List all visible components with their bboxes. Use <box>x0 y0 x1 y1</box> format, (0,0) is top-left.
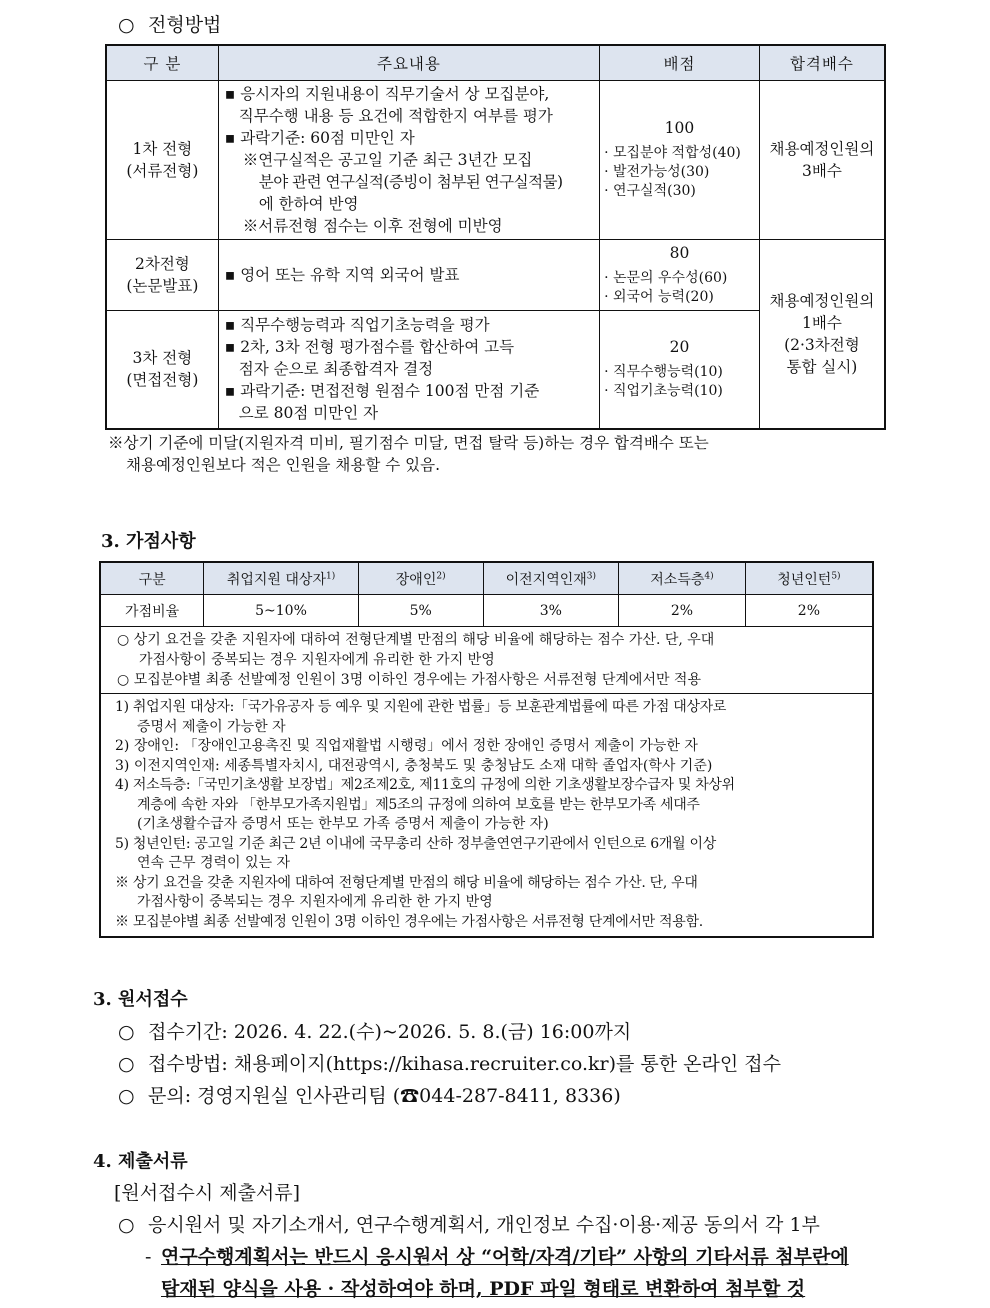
stage3-content: ▪ 직무수행능력과 직업기초능력을 평가 ▪ 2차, 3차 전형 평가점수를 합산하여 고득 점자 순으로 최종합격자 결정 ▪ 과락기준: 면접전형 원점수 100점 만점 기준 으로 80점 미만인 자 <box>218 311 599 429</box>
bonus-header-youth-intern: 청년인턴$^{5)}$ <box>745 562 873 595</box>
documents-emphasis-line1: - 연구수행계획서는 반드시 응시원서 상 “어학/자격/기타” 사항의 기타서류 첨부란에 <box>145 1246 849 1268</box>
bonus-notes-row <box>100 627 873 694</box>
stage2-score: 80 · 논문의 우수성(60) · 외국어 능력(20) <box>600 240 760 311</box>
stage1-score: 100 · 모집분야 적합성(40) · 발전가능성(30) · 연구실적(30) <box>600 81 760 240</box>
circle-bullet-icon: ○ <box>118 1021 135 1043</box>
bonus-footnotes-row <box>100 694 873 938</box>
bonus-value-disabled: 5% <box>358 595 483 627</box>
stage2-name: 2차전형 (논문발표) <box>106 240 218 311</box>
bonus-value-youth-intern: 2% <box>745 595 873 627</box>
header-content: 주요내용 <box>218 45 599 81</box>
table-row-stage2 <box>106 240 885 311</box>
header-score: 배점 <box>600 45 760 81</box>
bonus-header-veterans: 취업지원 대상자$^{1)}$ <box>204 562 359 595</box>
application-period: ○ 접수기간: 2026. 4. 22.(수)~2026. 5. 8.(금) 16:00까지 <box>118 1021 632 1043</box>
application-contact: ○ 문의: 경영지원실 인사관리팀 (☎044-287-8411, 8336) <box>118 1085 621 1107</box>
bonus-header-disabled: 장애인$^{2)}$ <box>358 562 483 595</box>
stage2-content: ▪ 영어 또는 유학 지역 외국어 발표 <box>218 240 599 311</box>
bonus-header-low-income: 저소득층$^{4)}$ <box>619 562 746 595</box>
dash-bullet-icon: - <box>145 1246 152 1268</box>
bonus-value-row <box>100 595 873 627</box>
section-title-bonus: 3. 가점사항 <box>101 531 196 552</box>
bonus-header-category: 구분 <box>100 562 204 595</box>
application-method: ○ 접수방법: 채용페이지(https://kihasa.recruiter.co.kr)를 통한 온라인 접수 <box>118 1053 781 1075</box>
table-header-row <box>106 45 885 81</box>
stage1-content: ▪ 응시자의 지원내용이 직무기술서 상 모집분야, 직무수행 내용 등 요건에 적합한지 여부를 평가 ▪ 과락기준: 60점 미만인 자 ※연구실적은 공고일 기준 최근 3년간 모집 분야 관련 연구실적(증빙이 첨부된 연구실적물) 에 한하여 반영 ※서류전형 점수는 이후 전형에 미반영 <box>218 81 599 240</box>
method-heading: ○ 전형방법 <box>118 14 222 36</box>
bonus-header-relocated: 이전지역인재$^{3)}$ <box>483 562 619 595</box>
header-multiple: 합격배수 <box>759 45 885 81</box>
circle-bullet-icon: ○ <box>118 1085 135 1107</box>
bonus-row-label: 가점비율 <box>100 595 204 627</box>
circle-bullet-icon: ○ <box>118 1214 135 1236</box>
documents-item: ○ 응시원서 및 자기소개서, 연구수행계획서, 개인정보 수집·이용·제공 동의서 각 1부 <box>118 1214 820 1236</box>
table-row-stage1 <box>106 81 885 240</box>
stage3-name: 3차 전형 (면접전형) <box>106 311 218 429</box>
bonus-value-relocated: 3% <box>483 595 619 627</box>
circle-bullet-icon: ○ <box>118 1053 135 1075</box>
stage1-name: 1차 전형 (서류전형) <box>106 81 218 240</box>
stage1-multiple: 채용예정인원의 3배수 <box>759 81 885 240</box>
table-note: ※상기 기준에 미달(지원자격 미비, 필기점수 미달, 면접 탈락 등)하는 경우 합격배수 또는 채용예정인원보다 적은 인원을 채용할 수 있음. <box>108 434 709 474</box>
bonus-value-veterans: 5~10% <box>204 595 359 627</box>
selection-table <box>105 44 886 430</box>
stage23-multiple: 채용예정인원의 1배수 (2·3차전형 통합 실시) <box>759 240 885 429</box>
circle-bullet-icon: ○ <box>118 14 135 36</box>
bonus-footnotes: 1) 취업지원 대상자:「국가유공자 등 예우 및 지원에 관한 법률」등 보훈관계법률에 따른 가점 대상자로 증명서 제출이 가능한 자 2) 장애인: 「장애인고용촉진 및 직업재활법 시행령」에서 정한 장애인 증명서 제출이 가능한 자 3) 이전지역인재: 세종특별자치시, 대전광역시, 충청북도 및 충청남도 소재 대학 졸업자(학사 기준) 4) 저소득층:「국민기초생활 보장법」제2조제2호, 제11호의 규정에 의한 기초생활보장수급자 및 차상위 계층에 속한 자와 「한부모가족지원법」제5조의 규정에 의하여 보호를 받는 한부모가족 세대주 (기초생활수급자 증명서 또는 한부모 가족 증명서 제출이 가능한 자) 5) 청년인턴: 공고일 기준 최근 2년 이내에 국무총리 산하 정부출연연구기관에서 인턴으로 6개월 이상 연속 근무 경력이 있는 자 ※ 상기 요건을 갖춘 지원자에 대하여 전형단계별 만점의 해당 비율에 해당하는 점수 가산. 단, 우대 가점사항이 중복되는 경우 지원자에게 유리한 한 가지 반영 ※ 모집분야별 최종 선발예정 인원이 3명 이하인 경우에는 가점사항은 서류전형 단계에서만 적용함. <box>100 694 873 938</box>
section-title-documents: 4. 제출서류 <box>93 1151 188 1172</box>
bonus-header-row <box>100 562 873 595</box>
bonus-value-low-income: 2% <box>619 595 746 627</box>
header-category: 구 분 <box>106 45 218 81</box>
documents-emphasis-line2: 탑재된 양식을 사용 · 작성하여야 하며, PDF 파일 형태로 변환하여 첨부할 것 <box>161 1278 806 1300</box>
bonus-notes: ○ 상기 요건을 갖춘 지원자에 대하여 전형단계별 만점의 해당 비율에 해당하는 점수 가산. 단, 우대 가점사항이 중복되는 경우 지원자에게 유리한 한 가지 반영 ○ 모집분야별 최종 선발예정 인원이 3명 이하인 경우에는 가점사항은 서류전형 단계에서만 적용 <box>100 627 873 694</box>
bonus-table <box>99 561 874 938</box>
documents-subtitle: [원서접수시 제출서류] <box>114 1182 301 1204</box>
section-title-application: 3. 원서접수 <box>93 989 188 1010</box>
stage3-score: 20 · 직무수행능력(10) · 직업기초능력(10) <box>600 311 760 429</box>
